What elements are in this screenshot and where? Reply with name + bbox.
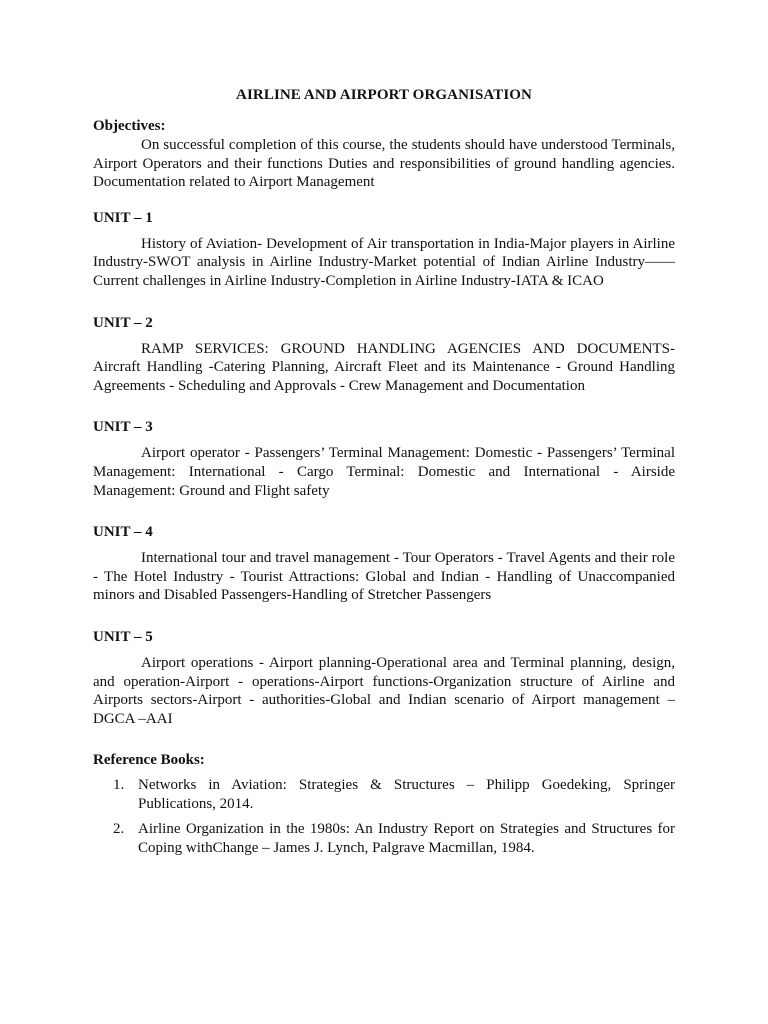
unit-5-section — [93, 628, 675, 728]
reference-number: 1. — [113, 777, 125, 794]
unit-4-text: International tour and travel management - Tour Operators - Travel Agents and their role - The Hotel Industry - Tourist Attractions: Global and Indian - Handling of Unaccompanied minors and Disabled Passengers-Handling of Stretcher Passengers — [93, 550, 675, 604]
unit-1-text: History of Aviation- Development of Air transportation in India-Major players in Airline Industry-SWOT analysis in Airline Industry-Market potential of Indian Airline Industry——Current challenges in Airline Industry-Completion in Airline Industry-IATA & ICAO — [93, 235, 675, 289]
objectives-section — [93, 117, 675, 192]
unit-1-section — [93, 209, 675, 291]
reference-item — [93, 820, 675, 857]
references-list — [93, 776, 675, 857]
unit-3-section — [93, 418, 675, 500]
reference-item — [93, 776, 675, 813]
references-section — [93, 751, 675, 857]
objectives-text: On successful completion of this course, the students should have understood Terminals, Airport Operators and their functions Duties and responsibilities of ground handling agencies. Documentation related to Airport Management — [93, 137, 675, 191]
document-content — [93, 86, 675, 865]
unit-3-text: Airport operator - Passengers’ Terminal Management: Domestic - Passengers’ Terminal Management: International - Cargo Terminal: Domestic and International - Airside Management: Ground and Flight safety — [93, 445, 675, 499]
unit-2-section — [93, 314, 675, 396]
objectives-heading: Objectives: — [93, 118, 166, 134]
unit-4-section — [93, 523, 675, 605]
unit-5-text: Airport operations - Airport planning-Operational area and Terminal planning, design, and operation-Airport - operations-Airport functions-Organization structure of Airline and Airports sectors-Airport - authorities-Global and Indian scenario of Airport management – DGCA –AAI — [93, 654, 675, 727]
unit-2-text: RAMP SERVICES: GROUND HANDLING AGENCIES AND DOCUMENTS- Aircraft Handling -Catering Planning, Aircraft Fleet and its Maintenance - Ground Handling Agreements - Scheduling and Approvals - Crew Management and Documentation — [93, 340, 675, 394]
page-title: AIRLINE AND AIRPORT ORGANISATION — [236, 87, 532, 103]
references-heading: Reference Books: — [93, 752, 205, 769]
unit-2-heading: UNIT – 2 — [93, 314, 153, 331]
reference-text: Networks in Aviation: Strategies & Structures – Philipp Goedeking, Springer Publications, 2014. — [138, 777, 675, 812]
unit-3-heading: UNIT – 3 — [93, 419, 153, 436]
unit-4-heading: UNIT – 4 — [93, 524, 153, 541]
unit-1-heading: UNIT – 1 — [93, 209, 153, 226]
reference-text: Airline Organization in the 1980s: An Industry Report on Strategies and Structures for Coping withChange – James J. Lynch, Palgrave Macmillan, 1984. — [138, 821, 675, 857]
unit-5-heading: UNIT – 5 — [93, 628, 153, 645]
reference-number: 2. — [113, 821, 125, 838]
